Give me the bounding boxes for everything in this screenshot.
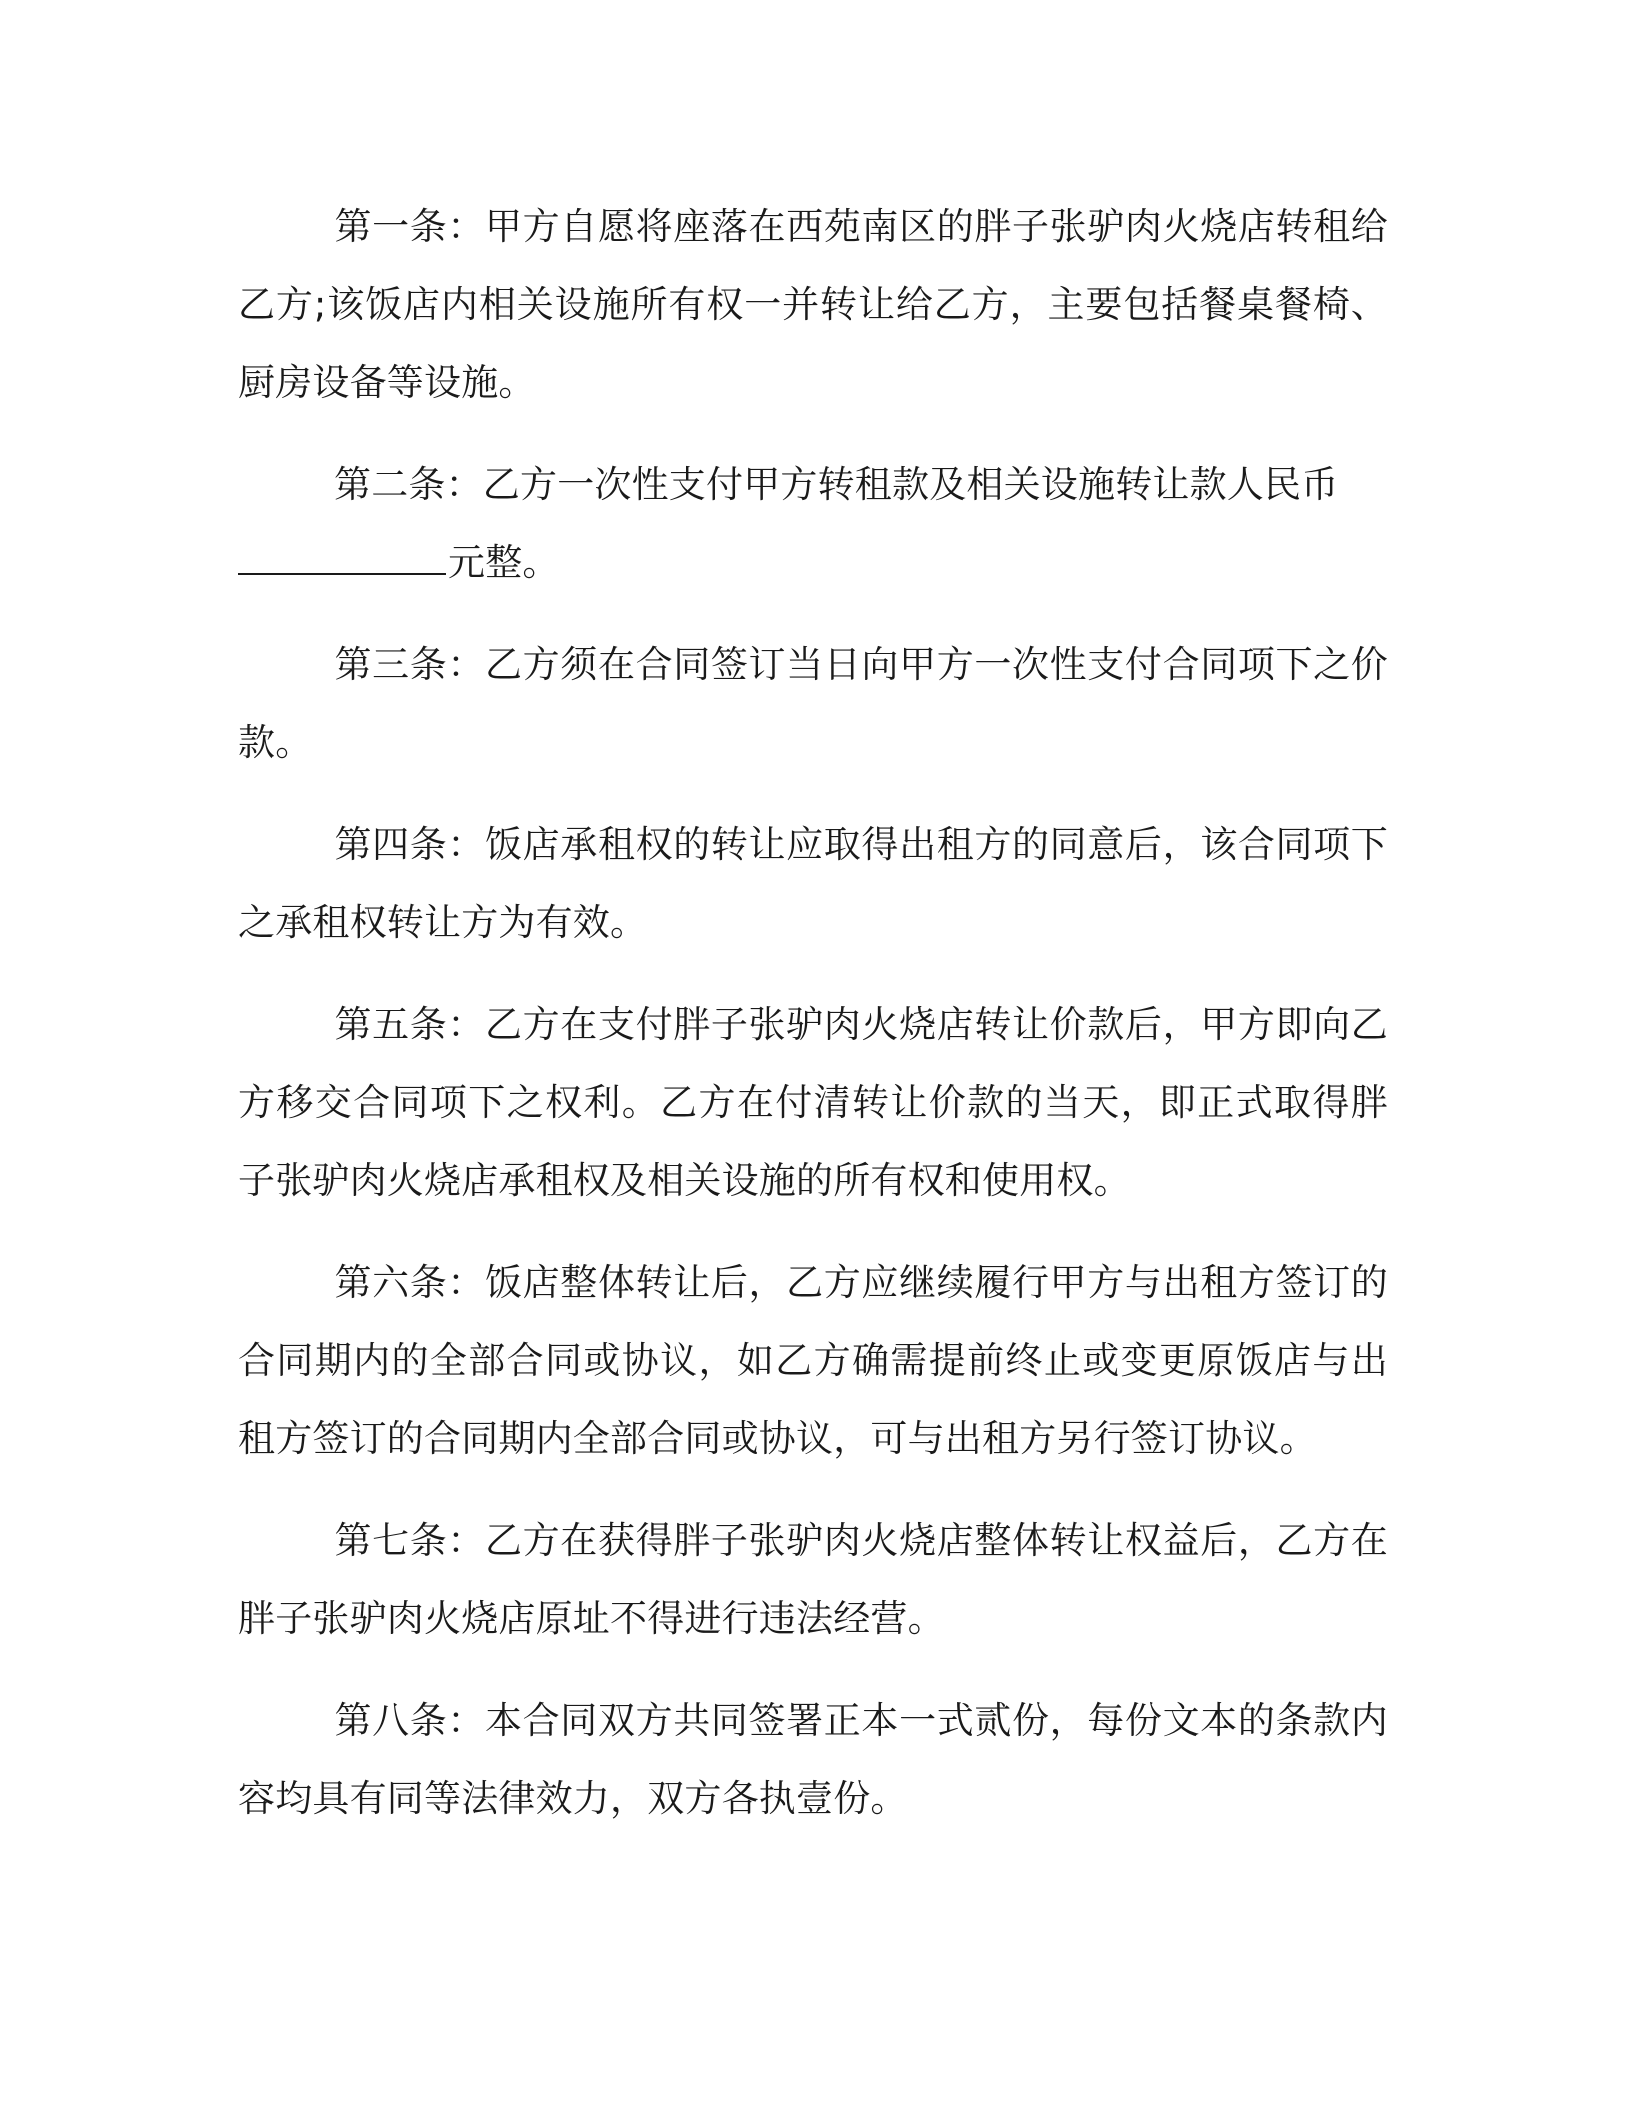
article-4 xyxy=(238,806,1388,962)
contract-body xyxy=(238,188,1388,1862)
article-2 xyxy=(238,446,1388,602)
article-3-text: 第三条：乙方须在合同签订当日向甲方一次性支付合同项下之价款。 xyxy=(238,643,1388,764)
article-7 xyxy=(238,1502,1388,1658)
article-7-text: 第七条：乙方在获得胖子张驴肉火烧店整体转让权益后，乙方在胖子张驴肉火烧店原址不得进行违法经营。 xyxy=(238,1519,1388,1640)
amount-blank-line xyxy=(238,539,446,575)
article-4-text: 第四条：饭店承租权的转让应取得出租方的同意后，该合同项下之承租权转让方为有效。 xyxy=(238,823,1388,944)
article-8-text: 第八条：本合同双方共同签署正本一式贰份，每份文本的条款内容均具有同等法律效力，双方各执壹份。 xyxy=(238,1699,1388,1820)
article-1 xyxy=(238,188,1388,422)
article-5 xyxy=(238,986,1388,1220)
article-6-text: 第六条：饭店整体转让后，乙方应继续履行甲方与出租方签订的合同期内的全部合同或协议，如乙方确需提前终止或变更原饭店与出租方签订的合同期内全部合同或协议，可与出租方另行签订协议。 xyxy=(238,1261,1388,1460)
article-1-text: 第一条：甲方自愿将座落在西苑南区的胖子张驴肉火烧店转租给乙方;该饭店内相关设施所有权一并转让给乙方，主要包括餐桌餐椅、厨房设备等设施。 xyxy=(238,205,1388,404)
article-2-text-before: 第二条：乙方一次性支付甲方转租款及相关设施转让款人民币 xyxy=(334,463,1339,506)
article-3 xyxy=(238,626,1388,782)
article-5-text: 第五条：乙方在支付胖子张驴肉火烧店转让价款后，甲方即向乙方移交合同项下之权利。乙方在付清转让价款的当天，即正式取得胖子张驴肉火烧店承租权及相关设施的所有权和使用权。 xyxy=(238,1003,1388,1202)
article-8 xyxy=(238,1682,1388,1838)
article-6 xyxy=(238,1244,1388,1478)
article-2-text-after: 元整。 xyxy=(448,541,560,584)
